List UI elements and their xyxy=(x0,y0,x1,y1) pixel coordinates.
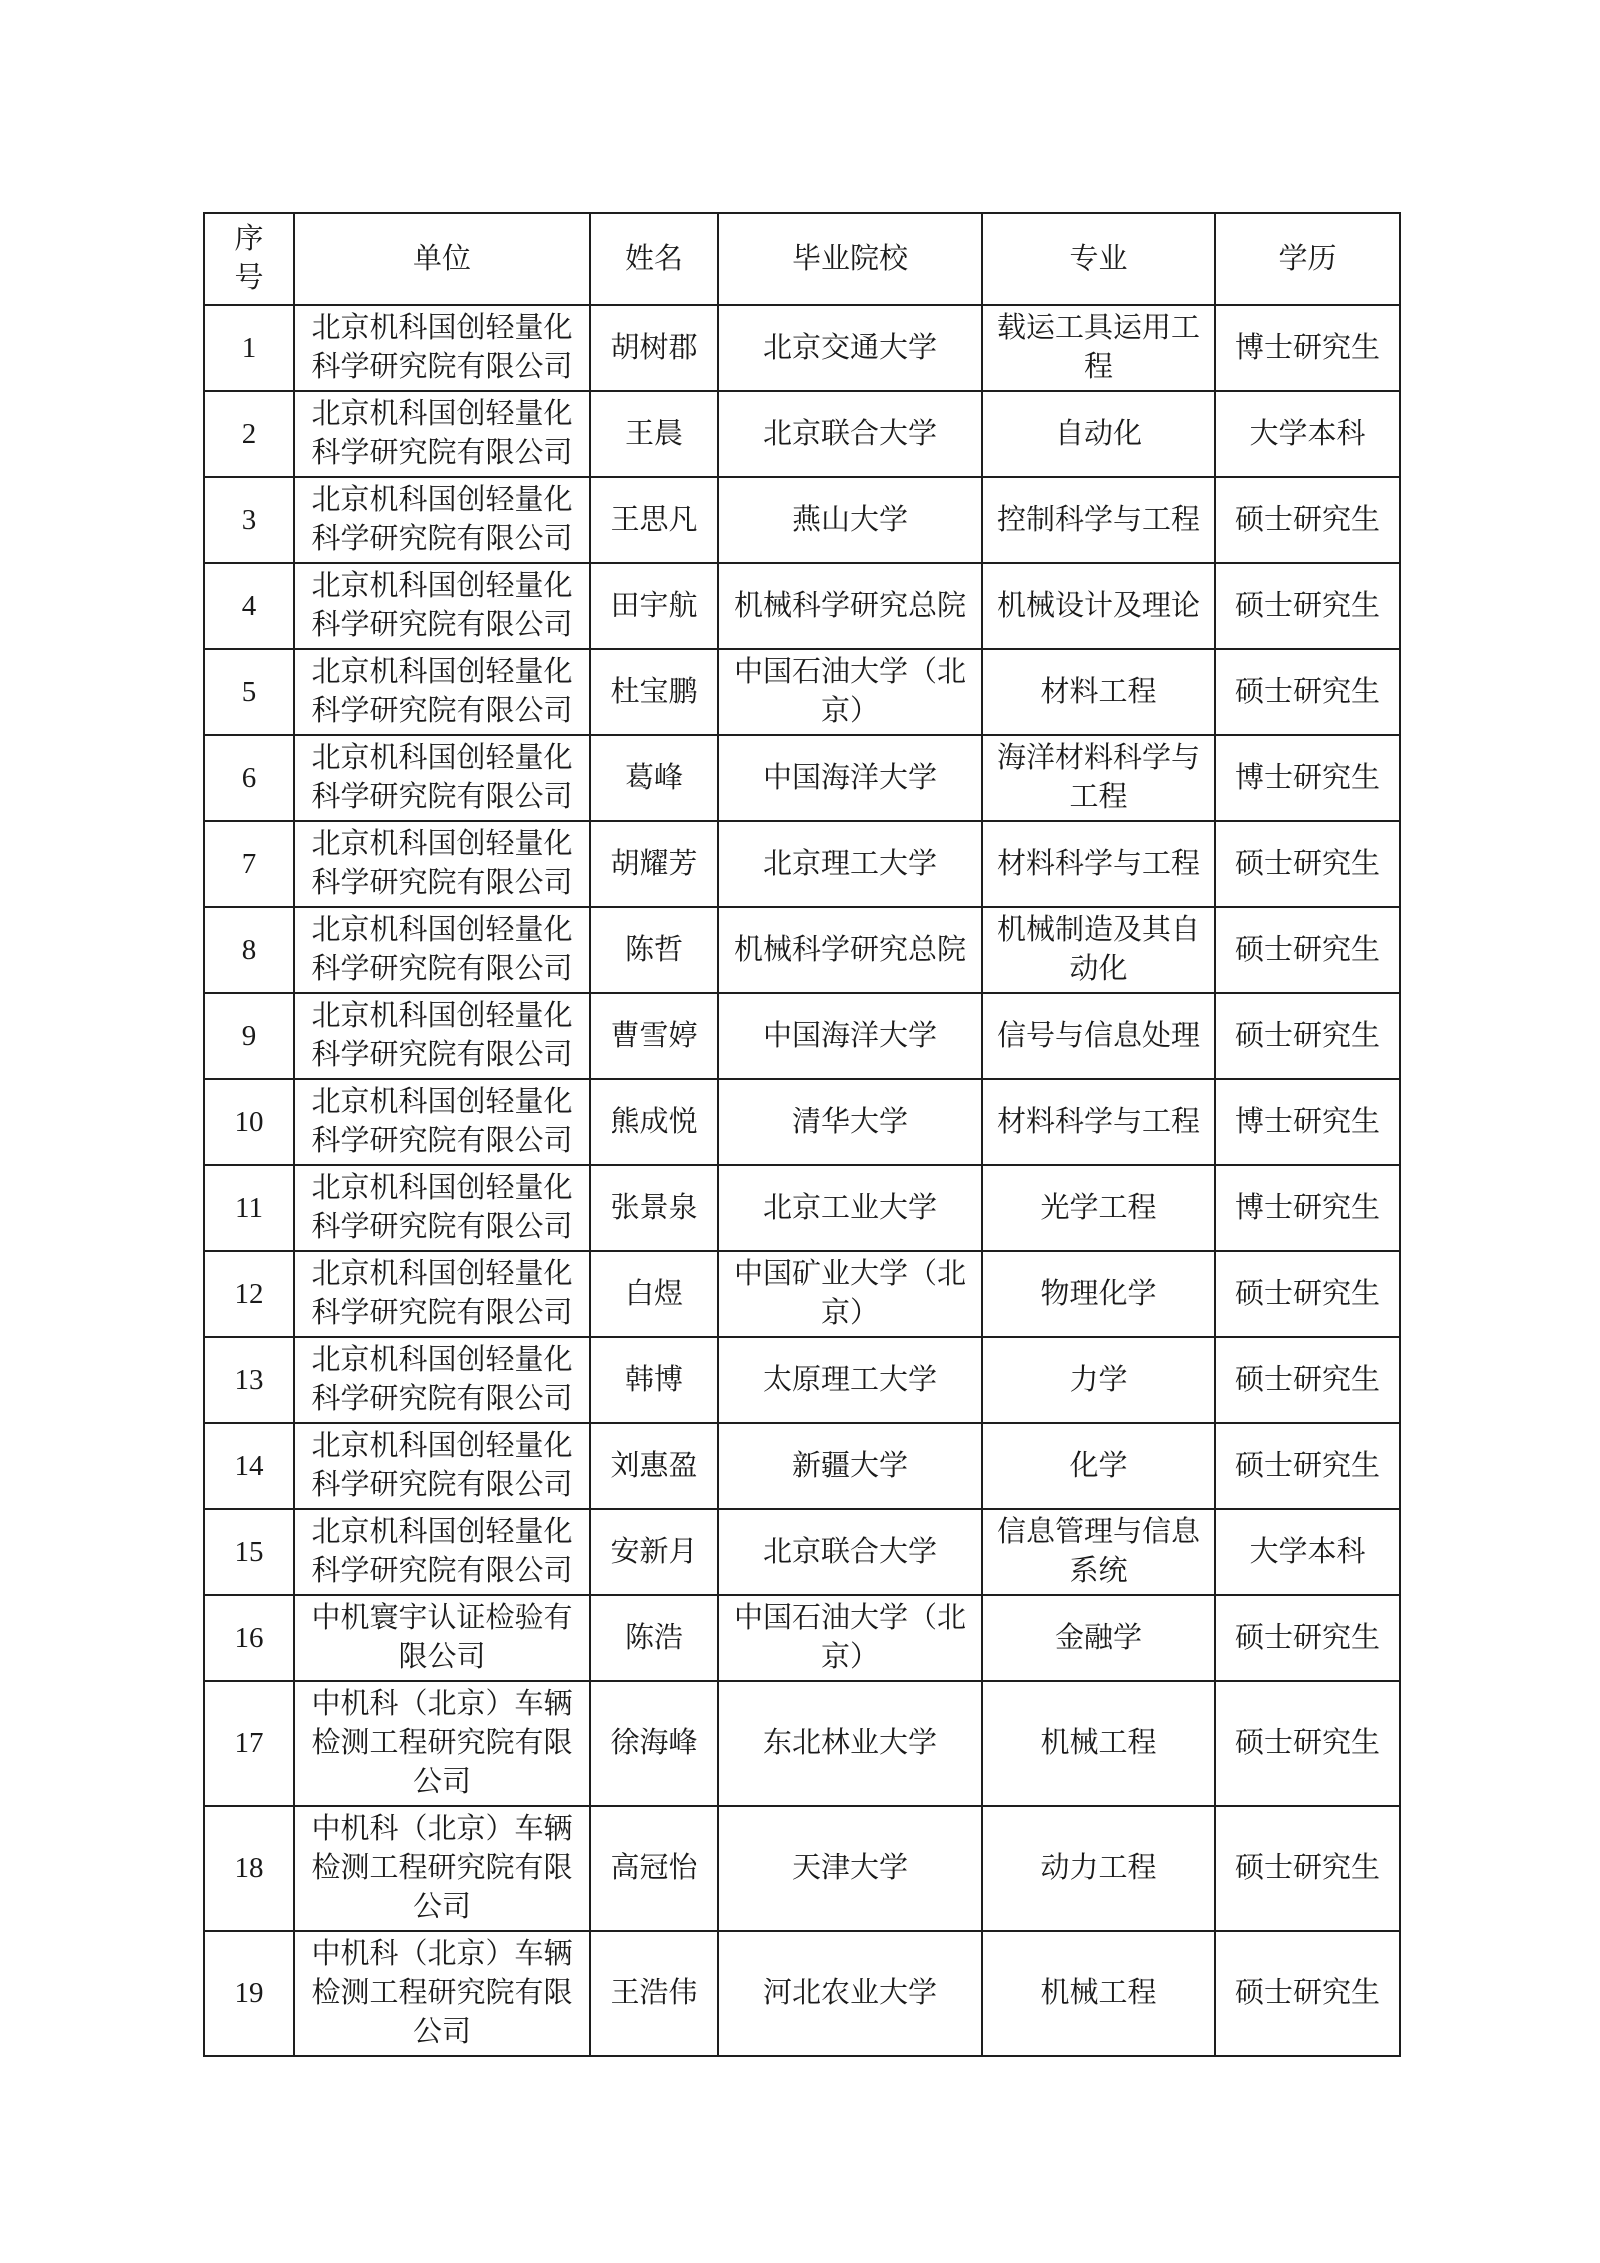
column-header-name: 姓名 xyxy=(590,213,718,305)
cell-degree: 博士研究生 xyxy=(1215,735,1400,821)
table-row xyxy=(204,1931,1400,2056)
cell-unit: 北京机科国创轻量化科学研究院有限公司 xyxy=(294,563,590,649)
cell-name: 高冠怡 xyxy=(590,1806,718,1931)
cell-name: 胡耀芳 xyxy=(590,821,718,907)
cell-no: 4 xyxy=(204,563,294,649)
table-row xyxy=(204,1337,1400,1423)
cell-name: 徐海峰 xyxy=(590,1681,718,1806)
cell-unit: 中机科（北京）车辆检测工程研究院有限公司 xyxy=(294,1806,590,1931)
cell-degree: 硕士研究生 xyxy=(1215,821,1400,907)
cell-major: 动力工程 xyxy=(982,1806,1215,1931)
cell-school: 天津大学 xyxy=(718,1806,982,1931)
cell-major: 机械工程 xyxy=(982,1931,1215,2056)
cell-unit: 北京机科国创轻量化科学研究院有限公司 xyxy=(294,1079,590,1165)
cell-major: 光学工程 xyxy=(982,1165,1215,1251)
cell-school: 机械科学研究总院 xyxy=(718,907,982,993)
table-row xyxy=(204,821,1400,907)
cell-name: 田宇航 xyxy=(590,563,718,649)
cell-no: 13 xyxy=(204,1337,294,1423)
cell-major: 机械工程 xyxy=(982,1681,1215,1806)
cell-school: 北京联合大学 xyxy=(718,391,982,477)
cell-major: 材料科学与工程 xyxy=(982,821,1215,907)
cell-unit: 北京机科国创轻量化科学研究院有限公司 xyxy=(294,1251,590,1337)
column-header-no xyxy=(204,213,294,305)
cell-school: 机械科学研究总院 xyxy=(718,563,982,649)
cell-unit: 北京机科国创轻量化科学研究院有限公司 xyxy=(294,735,590,821)
column-header-no-label: 序号 xyxy=(234,223,264,294)
cell-major: 材料工程 xyxy=(982,649,1215,735)
cell-school: 中国海洋大学 xyxy=(718,993,982,1079)
cell-no: 6 xyxy=(204,735,294,821)
cell-name: 曹雪婷 xyxy=(590,993,718,1079)
cell-school: 中国石油大学（北京） xyxy=(718,649,982,735)
cell-school: 北京交通大学 xyxy=(718,305,982,391)
table-header-row xyxy=(204,213,1400,305)
cell-unit: 北京机科国创轻量化科学研究院有限公司 xyxy=(294,391,590,477)
table-row xyxy=(204,1079,1400,1165)
cell-name: 陈浩 xyxy=(590,1595,718,1681)
cell-name: 杜宝鹏 xyxy=(590,649,718,735)
table-row xyxy=(204,1251,1400,1337)
cell-name: 王晨 xyxy=(590,391,718,477)
cell-name: 刘惠盈 xyxy=(590,1423,718,1509)
cell-no: 11 xyxy=(204,1165,294,1251)
cell-no: 12 xyxy=(204,1251,294,1337)
cell-unit: 北京机科国创轻量化科学研究院有限公司 xyxy=(294,477,590,563)
cell-name: 白煜 xyxy=(590,1251,718,1337)
table-row xyxy=(204,563,1400,649)
cell-major: 金融学 xyxy=(982,1595,1215,1681)
cell-degree: 硕士研究生 xyxy=(1215,1931,1400,2056)
cell-name: 王思凡 xyxy=(590,477,718,563)
cell-unit: 中机科（北京）车辆检测工程研究院有限公司 xyxy=(294,1681,590,1806)
cell-unit: 北京机科国创轻量化科学研究院有限公司 xyxy=(294,907,590,993)
cell-no: 3 xyxy=(204,477,294,563)
cell-school: 燕山大学 xyxy=(718,477,982,563)
cell-major: 化学 xyxy=(982,1423,1215,1509)
table-row xyxy=(204,477,1400,563)
cell-no: 5 xyxy=(204,649,294,735)
personnel-table xyxy=(203,212,1401,2057)
cell-degree: 硕士研究生 xyxy=(1215,1595,1400,1681)
cell-degree: 博士研究生 xyxy=(1215,1165,1400,1251)
cell-major: 物理化学 xyxy=(982,1251,1215,1337)
cell-name: 葛峰 xyxy=(590,735,718,821)
cell-school: 中国石油大学（北京） xyxy=(718,1595,982,1681)
table-row xyxy=(204,1165,1400,1251)
cell-no: 9 xyxy=(204,993,294,1079)
cell-school: 中国海洋大学 xyxy=(718,735,982,821)
cell-school: 东北林业大学 xyxy=(718,1681,982,1806)
cell-degree: 硕士研究生 xyxy=(1215,1681,1400,1806)
table-row xyxy=(204,305,1400,391)
table-row xyxy=(204,1681,1400,1806)
cell-school: 北京理工大学 xyxy=(718,821,982,907)
cell-school: 北京工业大学 xyxy=(718,1165,982,1251)
cell-major: 海洋材料科学与工程 xyxy=(982,735,1215,821)
cell-no: 2 xyxy=(204,391,294,477)
cell-major: 机械设计及理论 xyxy=(982,563,1215,649)
cell-degree: 硕士研究生 xyxy=(1215,993,1400,1079)
cell-no: 17 xyxy=(204,1681,294,1806)
cell-major: 力学 xyxy=(982,1337,1215,1423)
cell-name: 王浩伟 xyxy=(590,1931,718,2056)
cell-degree: 博士研究生 xyxy=(1215,1079,1400,1165)
cell-degree: 博士研究生 xyxy=(1215,305,1400,391)
cell-unit: 北京机科国创轻量化科学研究院有限公司 xyxy=(294,305,590,391)
cell-name: 张景泉 xyxy=(590,1165,718,1251)
cell-degree: 硕士研究生 xyxy=(1215,1251,1400,1337)
cell-no: 15 xyxy=(204,1509,294,1595)
cell-unit: 北京机科国创轻量化科学研究院有限公司 xyxy=(294,649,590,735)
cell-major: 信号与信息处理 xyxy=(982,993,1215,1079)
table-row xyxy=(204,391,1400,477)
cell-name: 胡树郡 xyxy=(590,305,718,391)
cell-unit: 北京机科国创轻量化科学研究院有限公司 xyxy=(294,1509,590,1595)
cell-unit: 中机科（北京）车辆检测工程研究院有限公司 xyxy=(294,1931,590,2056)
column-header-unit: 单位 xyxy=(294,213,590,305)
cell-major: 控制科学与工程 xyxy=(982,477,1215,563)
cell-school: 新疆大学 xyxy=(718,1423,982,1509)
cell-no: 14 xyxy=(204,1423,294,1509)
cell-unit: 北京机科国创轻量化科学研究院有限公司 xyxy=(294,993,590,1079)
cell-name: 韩博 xyxy=(590,1337,718,1423)
cell-school: 清华大学 xyxy=(718,1079,982,1165)
cell-unit: 中机寰宇认证检验有限公司 xyxy=(294,1595,590,1681)
table-row xyxy=(204,1595,1400,1681)
table-row xyxy=(204,1806,1400,1931)
cell-degree: 硕士研究生 xyxy=(1215,563,1400,649)
table-row xyxy=(204,1423,1400,1509)
cell-school: 太原理工大学 xyxy=(718,1337,982,1423)
cell-school: 北京联合大学 xyxy=(718,1509,982,1595)
column-header-school: 毕业院校 xyxy=(718,213,982,305)
table-body xyxy=(204,305,1400,2056)
cell-no: 19 xyxy=(204,1931,294,2056)
cell-degree: 大学本科 xyxy=(1215,1509,1400,1595)
cell-school: 中国矿业大学（北京） xyxy=(718,1251,982,1337)
table-row xyxy=(204,993,1400,1079)
cell-major: 信息管理与信息系统 xyxy=(982,1509,1215,1595)
cell-name: 熊成悦 xyxy=(590,1079,718,1165)
cell-no: 18 xyxy=(204,1806,294,1931)
cell-major: 机械制造及其自动化 xyxy=(982,907,1215,993)
cell-no: 16 xyxy=(204,1595,294,1681)
cell-degree: 硕士研究生 xyxy=(1215,649,1400,735)
table-row xyxy=(204,907,1400,993)
cell-school: 河北农业大学 xyxy=(718,1931,982,2056)
cell-no: 10 xyxy=(204,1079,294,1165)
cell-degree: 大学本科 xyxy=(1215,391,1400,477)
cell-unit: 北京机科国创轻量化科学研究院有限公司 xyxy=(294,1337,590,1423)
table-row xyxy=(204,649,1400,735)
cell-degree: 硕士研究生 xyxy=(1215,1423,1400,1509)
cell-degree: 硕士研究生 xyxy=(1215,477,1400,563)
cell-degree: 硕士研究生 xyxy=(1215,1806,1400,1931)
cell-name: 安新月 xyxy=(590,1509,718,1595)
cell-no: 7 xyxy=(204,821,294,907)
cell-unit: 北京机科国创轻量化科学研究院有限公司 xyxy=(294,821,590,907)
cell-degree: 硕士研究生 xyxy=(1215,907,1400,993)
cell-degree: 硕士研究生 xyxy=(1215,1337,1400,1423)
cell-unit: 北京机科国创轻量化科学研究院有限公司 xyxy=(294,1165,590,1251)
cell-major: 自动化 xyxy=(982,391,1215,477)
column-header-degree: 学历 xyxy=(1215,213,1400,305)
cell-no: 8 xyxy=(204,907,294,993)
column-header-major: 专业 xyxy=(982,213,1215,305)
cell-name: 陈哲 xyxy=(590,907,718,993)
cell-major: 载运工具运用工程 xyxy=(982,305,1215,391)
cell-major: 材料科学与工程 xyxy=(982,1079,1215,1165)
cell-no: 1 xyxy=(204,305,294,391)
table-row xyxy=(204,735,1400,821)
cell-unit: 北京机科国创轻量化科学研究院有限公司 xyxy=(294,1423,590,1509)
table-row xyxy=(204,1509,1400,1595)
